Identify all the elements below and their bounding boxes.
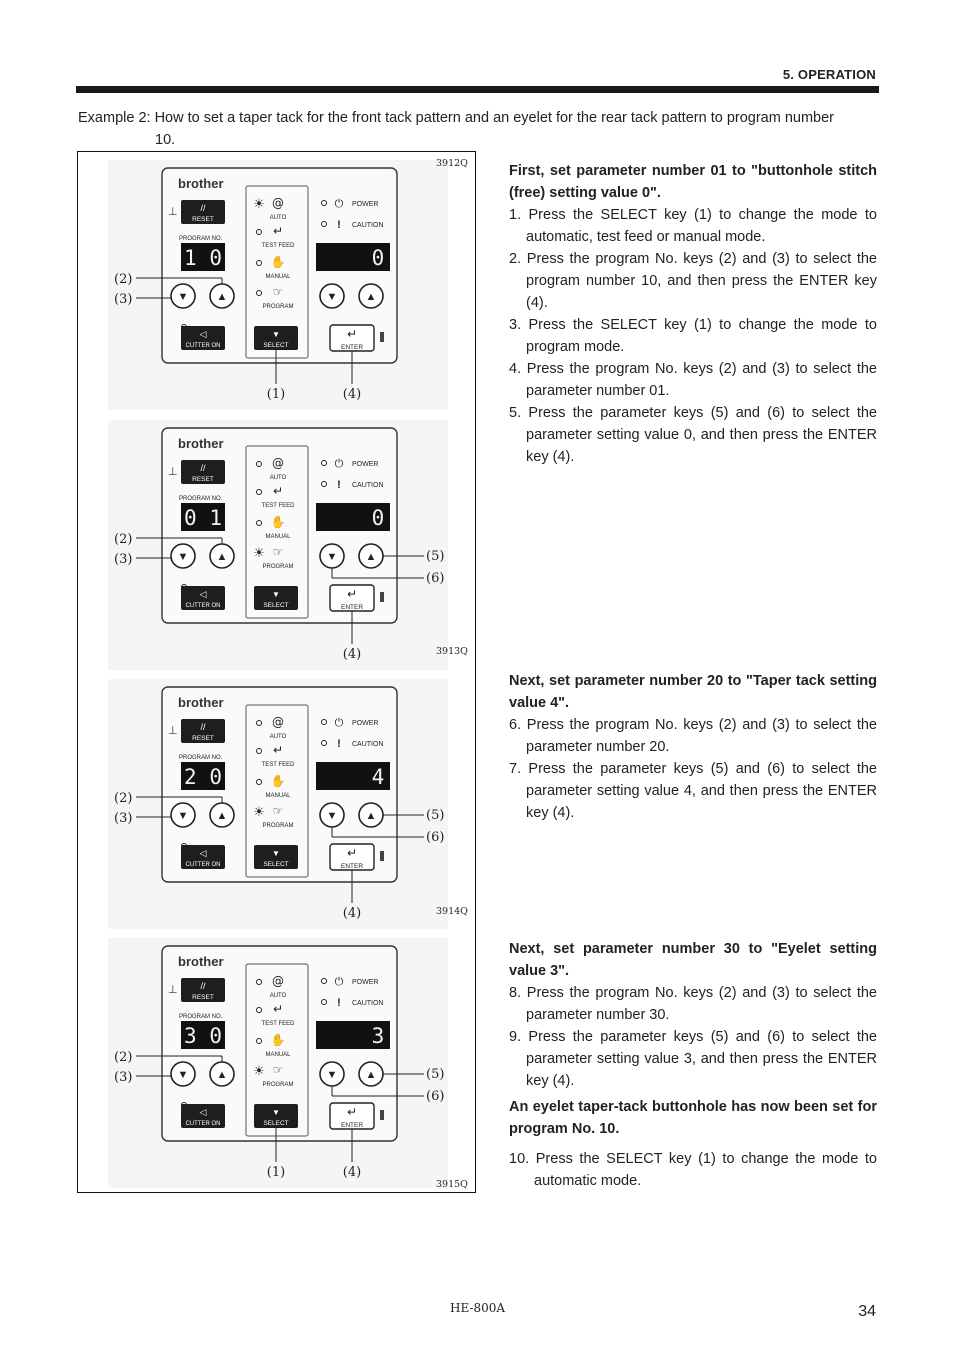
enter-label: ENTER xyxy=(340,604,364,611)
test_feed-label: TEST FEED xyxy=(261,243,295,249)
callout-2: (2) xyxy=(114,272,133,287)
program-label: PROGRAM xyxy=(262,564,294,570)
parameter-down-key-arrow: ▼ xyxy=(326,551,338,563)
brand-logo: brother xyxy=(178,695,224,710)
cutter-on-label: CUTTER ON xyxy=(185,862,221,868)
parameter-display-value: 0 xyxy=(371,506,385,530)
callout-5: (5) xyxy=(426,808,445,823)
test_feed-label: TEST FEED xyxy=(261,1021,295,1027)
auto-label: AUTO xyxy=(269,734,287,740)
auto-led-lit: ☀ xyxy=(253,196,265,211)
parameter-down-key-arrow: ▼ xyxy=(326,1069,338,1081)
callout-5: (5) xyxy=(426,549,445,564)
step-5: 5. Press the parameter keys (5) and (6) to select the parameter setting value 0, and then press the ENTER key (4). xyxy=(509,405,877,465)
step-3: 3. Press the SELECT key (1) to change the mode to program mode. xyxy=(509,317,877,355)
manual-icon: ✋ xyxy=(270,255,286,269)
select-label: SELECT xyxy=(263,342,289,349)
program-icon: ☞ xyxy=(272,285,284,299)
power-icon: ⏻ xyxy=(334,975,344,988)
program-no-label: PROGRAM NO. xyxy=(179,496,223,502)
callout-1: (1) xyxy=(266,387,286,402)
section-title: 5. OPERATION xyxy=(782,67,876,82)
reset-label: RESET xyxy=(192,735,214,742)
manual-led xyxy=(257,1039,262,1044)
manual-label: MANUAL xyxy=(265,534,291,540)
program-label: PROGRAM xyxy=(262,304,294,310)
callout-4: (4) xyxy=(342,387,362,402)
auto-label: AUTO xyxy=(269,215,287,221)
caution-icon: ! xyxy=(337,219,341,231)
program-display-value: 1 0 xyxy=(184,246,222,270)
power-led xyxy=(322,720,327,725)
callout-6: (6) xyxy=(426,571,445,586)
select-arrow: ▼ xyxy=(272,330,280,339)
panel-figure-1 xyxy=(108,160,448,410)
callout-6: (6) xyxy=(426,830,445,845)
callout-3: (3) xyxy=(114,292,133,307)
enter-indicator xyxy=(380,592,384,602)
section-3 xyxy=(509,938,877,1192)
step-2: 2. Press the program No. keys (2) and (3) to select the program number 10, and then press the ENTER key (4). xyxy=(509,251,877,311)
figure-id-3: 3914Q xyxy=(436,906,468,917)
caution-icon: ! xyxy=(337,738,341,750)
brand-logo: brother xyxy=(178,954,224,969)
callout-2: (2) xyxy=(114,1050,133,1065)
power-led xyxy=(322,201,327,206)
reset-icon: // xyxy=(200,722,206,732)
test_feed-led xyxy=(257,230,262,235)
program-display-value: 0 1 xyxy=(184,506,222,530)
program-label: PROGRAM xyxy=(262,1082,294,1088)
enter-indicator xyxy=(380,332,384,342)
auto-led xyxy=(257,462,262,467)
parameter-up-key-arrow: ▲ xyxy=(365,291,377,303)
cutter-on-label: CUTTER ON xyxy=(185,1121,221,1127)
cutter-icon: ◁ xyxy=(199,848,207,858)
enter-label: ENTER xyxy=(340,344,364,351)
reset-label: RESET xyxy=(192,476,214,483)
manual-label: MANUAL xyxy=(265,1052,291,1058)
select-label: SELECT xyxy=(263,1120,289,1127)
test_feed-led xyxy=(257,1008,262,1013)
program-led xyxy=(257,291,262,296)
select-label: SELECT xyxy=(263,861,289,868)
result-statement: An eyelet taper-tack buttonhole has now been set for program No. 10. xyxy=(509,1099,877,1137)
auto-label: AUTO xyxy=(269,475,287,481)
program-icon: ☞ xyxy=(272,804,284,818)
section-3-heading: Next, set parameter number 30 to "Eyelet setting value 3". xyxy=(509,941,877,979)
program-led-lit: ☀ xyxy=(253,1063,265,1078)
cutter-on-label: CUTTER ON xyxy=(185,343,221,349)
caution-icon: ! xyxy=(337,997,341,1009)
caution-led xyxy=(322,741,327,746)
parameter-down-key-arrow: ▼ xyxy=(326,291,338,303)
manual-icon: ✋ xyxy=(270,515,286,529)
manual-led xyxy=(257,780,262,785)
program-down-key-arrow: ▼ xyxy=(177,1069,189,1081)
caution-led xyxy=(322,482,327,487)
reset-symbol: ⊥ xyxy=(168,465,178,478)
brand-logo: brother xyxy=(178,436,224,451)
cutter-icon: ◁ xyxy=(199,329,207,339)
parameter-up-key-arrow: ▲ xyxy=(365,1069,377,1081)
footer-model: HE-800A xyxy=(450,1301,506,1315)
cutter-icon: ◁ xyxy=(199,1107,207,1117)
caution-label: CAUTION xyxy=(352,741,384,748)
reset-symbol: ⊥ xyxy=(168,724,178,737)
parameter-up-key-arrow: ▲ xyxy=(365,551,377,563)
step-6: 6. Press the program No. keys (2) and (3) to select the parameter number 20. xyxy=(509,717,877,755)
program-display-value: 3 0 xyxy=(184,1024,222,1048)
caution-icon: ! xyxy=(337,479,341,491)
reset-icon: // xyxy=(200,981,206,991)
enter-indicator xyxy=(380,1110,384,1120)
auto-icon: @ xyxy=(272,974,284,988)
power-label: POWER xyxy=(352,201,379,208)
callout-5: (5) xyxy=(426,1067,445,1082)
manual-led xyxy=(257,261,262,266)
auto-icon: @ xyxy=(272,456,284,470)
enter-indicator xyxy=(380,851,384,861)
reset-label: RESET xyxy=(192,994,214,1001)
figure-id-2: 3913Q xyxy=(436,646,468,657)
section-2-heading: Next, set parameter number 20 to "Taper tack setting value 4". xyxy=(509,673,877,711)
callout-4: (4) xyxy=(342,647,362,662)
power-icon: ⏻ xyxy=(334,716,344,729)
callout-3: (3) xyxy=(114,811,133,826)
test_feed-icon: ↵ xyxy=(272,484,284,498)
power-led xyxy=(322,461,327,466)
manual-label: MANUAL xyxy=(265,793,291,799)
header-rule xyxy=(76,86,879,93)
parameter-up-key-arrow: ▲ xyxy=(365,810,377,822)
callout-3: (3) xyxy=(114,552,133,567)
cutter-on-label: CUTTER ON xyxy=(185,603,221,609)
enter-icon: ↵ xyxy=(346,587,358,601)
callout-6: (6) xyxy=(426,1089,445,1104)
parameter-display-value: 0 xyxy=(371,246,385,270)
step-10: 10. Press the SELECT key (1) to change the mode to automatic mode. xyxy=(509,1151,877,1189)
test_feed-icon: ↵ xyxy=(272,1002,284,1016)
parameter-down-key-arrow: ▼ xyxy=(326,810,338,822)
auto-label: AUTO xyxy=(269,993,287,999)
program-up-key-arrow: ▲ xyxy=(216,810,228,822)
control-panel-figures xyxy=(78,152,477,1194)
program-up-key-arrow: ▲ xyxy=(216,1069,228,1081)
test_feed-led xyxy=(257,749,262,754)
power-led xyxy=(322,979,327,984)
program-down-key-arrow: ▼ xyxy=(177,810,189,822)
test_feed-led xyxy=(257,490,262,495)
auto-icon: @ xyxy=(272,196,284,210)
reset-symbol: ⊥ xyxy=(168,205,178,218)
brand-logo: brother xyxy=(178,176,224,191)
enter-icon: ↵ xyxy=(346,327,358,341)
parameter-display-value: 3 xyxy=(371,1024,385,1048)
figure-id-4: 3915Q xyxy=(436,1179,468,1190)
reset-icon: // xyxy=(200,463,206,473)
page-number: 34 xyxy=(858,1303,876,1320)
power-icon: ⏻ xyxy=(334,457,344,470)
reset-symbol: ⊥ xyxy=(168,983,178,996)
program-no-label: PROGRAM NO. xyxy=(179,1014,223,1020)
callout-4: (4) xyxy=(342,906,362,921)
callout-2: (2) xyxy=(114,532,133,547)
test_feed-icon: ↵ xyxy=(272,224,284,238)
test_feed-label: TEST FEED xyxy=(261,503,295,509)
callout-2: (2) xyxy=(114,791,133,806)
manual-label: MANUAL xyxy=(265,274,291,280)
step-8: 8. Press the program No. keys (2) and (3) to select the parameter number 30. xyxy=(509,985,877,1023)
program-led-lit: ☀ xyxy=(253,545,265,560)
program-icon: ☞ xyxy=(272,1063,284,1077)
program-icon: ☞ xyxy=(272,545,284,559)
program-led-lit: ☀ xyxy=(253,804,265,819)
program-down-key-arrow: ▼ xyxy=(177,551,189,563)
section-2 xyxy=(509,670,877,824)
manual-led xyxy=(257,521,262,526)
reset-label: RESET xyxy=(192,216,214,223)
program-down-key-arrow: ▼ xyxy=(177,291,189,303)
caution-label: CAUTION xyxy=(352,1000,384,1007)
auto-led xyxy=(257,721,262,726)
manual-icon: ✋ xyxy=(270,1033,286,1047)
enter-icon: ↵ xyxy=(346,846,358,860)
step-1: 1. Press the SELECT key (1) to change the mode to automatic, test feed or manual mode. xyxy=(509,207,877,245)
program-no-label: PROGRAM NO. xyxy=(179,755,223,761)
power-label: POWER xyxy=(352,979,379,986)
cutter-icon: ◁ xyxy=(199,589,207,599)
panel-figure-2 xyxy=(108,420,448,670)
step-7: 7. Press the parameter keys (5) and (6) to select the parameter setting value 4, and then press the ENTER key (4). xyxy=(509,761,877,821)
figure-box xyxy=(77,151,476,1193)
select-arrow: ▼ xyxy=(272,1108,280,1117)
select-arrow: ▼ xyxy=(272,590,280,599)
caution-label: CAUTION xyxy=(352,222,384,229)
section-1-heading: First, set parameter number 01 to "buttonhole stitch (free) setting value 0". xyxy=(509,163,877,201)
manual-icon: ✋ xyxy=(270,774,286,788)
program-up-key-arrow: ▲ xyxy=(216,291,228,303)
section-1 xyxy=(509,160,877,468)
select-label: SELECT xyxy=(263,602,289,609)
program-up-key-arrow: ▲ xyxy=(216,551,228,563)
power-label: POWER xyxy=(352,461,379,468)
step-9: 9. Press the parameter keys (5) and (6) to select the parameter setting value 3, and then press the ENTER key (4). xyxy=(509,1029,877,1089)
figure-id-1: 3912Q xyxy=(436,158,468,169)
parameter-display-value: 4 xyxy=(371,765,385,789)
test_feed-icon: ↵ xyxy=(272,743,284,757)
enter-label: ENTER xyxy=(340,863,364,870)
program-no-label: PROGRAM NO. xyxy=(179,236,223,242)
program-display-value: 2 0 xyxy=(184,765,222,789)
auto-icon: @ xyxy=(272,715,284,729)
intro-text xyxy=(78,107,878,151)
select-arrow: ▼ xyxy=(272,849,280,858)
callout-1: (1) xyxy=(266,1165,286,1180)
enter-icon: ↵ xyxy=(346,1105,358,1119)
step-4: 4. Press the program No. keys (2) and (3) to select the parameter number 01. xyxy=(509,361,877,399)
program-label: PROGRAM xyxy=(262,823,294,829)
power-label: POWER xyxy=(352,720,379,727)
caution-led xyxy=(322,1000,327,1005)
enter-label: ENTER xyxy=(340,1122,364,1129)
intro-line-2: 10. xyxy=(155,132,176,148)
test_feed-label: TEST FEED xyxy=(261,762,295,768)
callout-3: (3) xyxy=(114,1070,133,1085)
panel-figure-3 xyxy=(108,679,448,929)
callout-4: (4) xyxy=(342,1165,362,1180)
caution-label: CAUTION xyxy=(352,482,384,489)
power-icon: ⏻ xyxy=(334,197,344,210)
reset-icon: // xyxy=(200,203,206,213)
intro-line-1: Example 2: How to set a taper tack for the front tack pattern and an eyelet for the rear tack pattern to program number xyxy=(78,110,835,126)
caution-led xyxy=(322,222,327,227)
panel-figure-4 xyxy=(108,938,448,1188)
auto-led xyxy=(257,980,262,985)
